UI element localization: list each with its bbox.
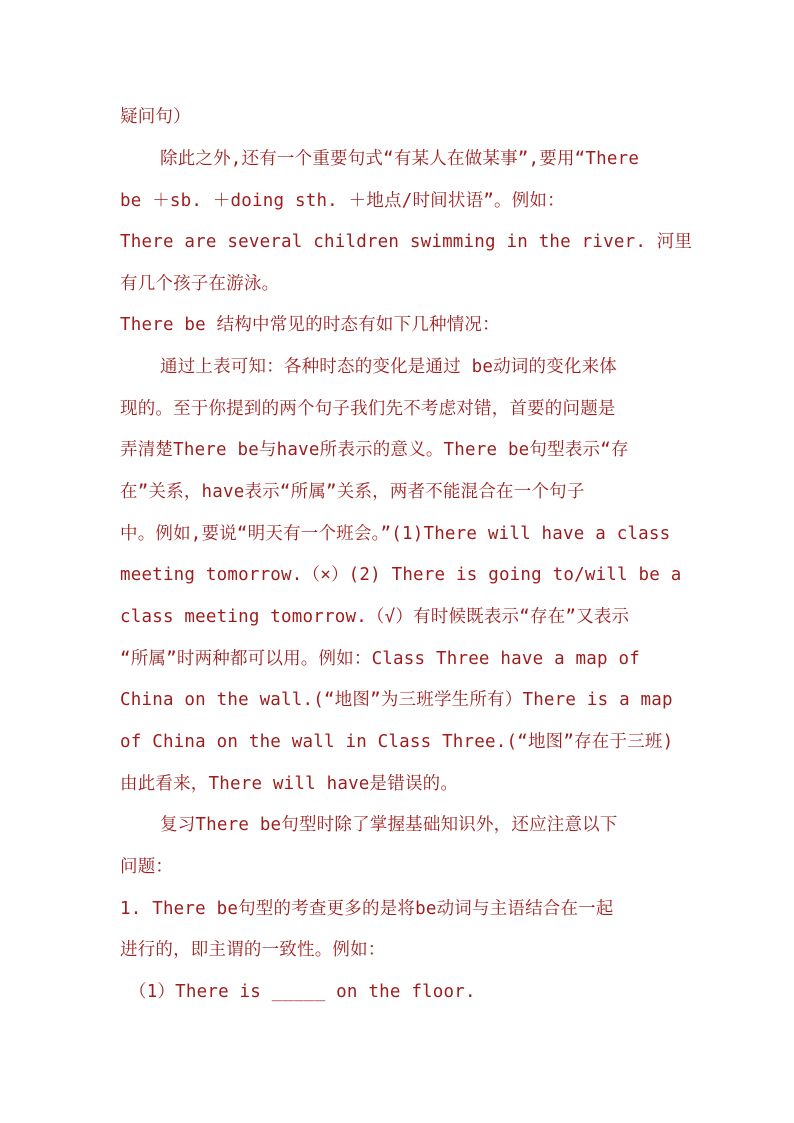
text-line: 问题： — [120, 857, 174, 877]
paragraph-line: 通过上表可知：各种时态的变化是通过 be动词的变化来体 — [160, 357, 618, 377]
text-line: meeting tomorrow.（×）(2) There is going to/will be a — [120, 565, 682, 585]
text-line: class meeting tomorrow.（√）有时候既表示“存在”又表示 — [120, 607, 630, 627]
text-line: 进行的，即主谓的一致性。例如： — [120, 940, 386, 960]
text-line: “所属”时两种都可以用。例如：Class Three have a map of — [120, 649, 640, 669]
example-sentence: There are several children swimming in the river. 河里 — [120, 232, 693, 252]
text-line: be ＋sb. ＋doing sth. ＋地点/时间状语”。例如： — [120, 191, 565, 211]
numbered-point: 1. There be句型的考查更多的是将be动词与主语结合在一起 — [120, 899, 614, 919]
text-line: 弄清楚There be与have所表示的意义。There be句型表示“存 — [120, 440, 629, 460]
text-line: 疑问句） — [120, 107, 191, 127]
text-line: 由此看来，There will have是错误的。 — [120, 774, 459, 794]
text-line: of China on the wall in Class Three.(“地图”存在于三班) — [120, 732, 674, 752]
text-line: 在”关系，have表示“所属”关系，两者不能混合在一个句子 — [120, 482, 585, 502]
text-line: China on the wall.(“地图”为三班学生所有）There is a map — [120, 690, 673, 710]
example-translation: 有几个孩子在游泳。 — [120, 274, 280, 294]
section-heading: There be 结构中常见的时态有如下几种情况： — [120, 315, 500, 335]
exercise-item: （1）There is _____ on the floor. — [129, 982, 476, 1002]
paragraph-line: 复习There be句型时除了掌握基础知识外，还应注意以下 — [160, 815, 618, 835]
paragraph-line: 除此之外,还有一个重要句式“有某人在做某事”,要用“There — [160, 149, 640, 169]
text-line: 中。例如,要说“明天有一个班会。”(1)There will have a class — [120, 524, 671, 544]
text-line: 现的。至于你提到的两个句子我们先不考虑对错，首要的问题是 — [120, 399, 616, 419]
